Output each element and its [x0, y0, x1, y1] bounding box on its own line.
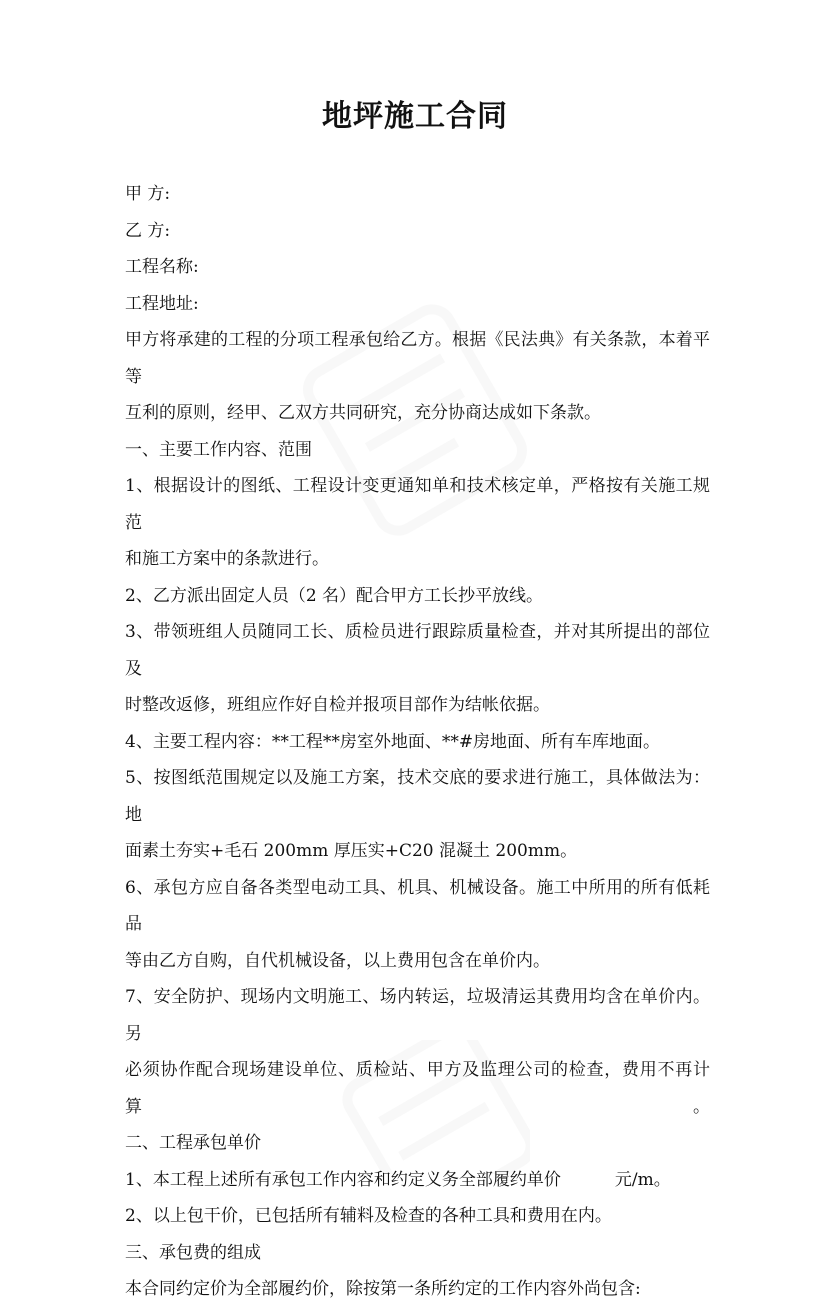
clause-line: 2、以上包干价，已包括所有辅料及检查的各种工具和费用在内。 — [125, 1206, 612, 1226]
clause-line: 3、带领班组人员随同工长、质检员进行跟踪质量检查，并对其所提出的部位及 — [125, 622, 710, 679]
clause-line: 7、安全防护、现场内文明施工、场内转运，垃圾清运其费用均含在单价内。另 — [125, 987, 710, 1044]
contract-body — [125, 176, 710, 1308]
party-a-label: 甲 方: — [125, 184, 171, 204]
project-name-label: 工程名称: — [125, 257, 199, 277]
clause-line: 等由乙方自购，自代机械设备，以上费用包含在单价内。 — [125, 950, 550, 971]
project-address-label: 工程地址: — [125, 293, 199, 314]
section-heading: 三、承包费的组成 — [125, 1242, 261, 1263]
clause-line: 5、按图纸范围规定以及施工方案，技术交底的要求进行施工，具体做法为：地 — [125, 768, 710, 825]
clause-line: 时整改返修，班组应作好自检并报项目部作为结帐依据。 — [125, 695, 550, 715]
clause-line: 和施工方案中的条款进行。 — [125, 549, 329, 569]
section-heading: 二、工程承包单价 — [125, 1133, 261, 1153]
clause-line: 4、主要工程内容：**工程**房室外地面、**#房地面、所有车库地面。 — [125, 731, 661, 752]
clause-line: 6、承包方应自备各类型电动工具、机具、机械设备。施工中所用的所有低耗品 — [125, 877, 710, 934]
clause-line: 面素土夯实+毛石 200mm 厚压实+C20 混凝土 200mm。 — [125, 841, 578, 861]
intro-paragraph-line: 甲方将承建的工程的分项工程承包给乙方。根据《民法典》有关条款，本着平等 — [125, 330, 710, 387]
clause-line: 本合同约定价为全部履约价，除按第一条所约定的工作内容外尚包含: — [125, 1279, 641, 1299]
clause-line: 2、乙方派出固定人员（2 名）配合甲方工长抄平放线。 — [125, 585, 544, 606]
intro-paragraph-line: 互利的原则，经甲、乙双方共同研究，充分协商达成如下条款。 — [125, 403, 601, 423]
party-b-label: 乙 方: — [125, 220, 171, 241]
section-heading: 一、主要工作内容、范围 — [125, 439, 312, 460]
page-title: 地坪施工合同 — [322, 99, 508, 134]
clause-line: 1、本工程上述所有承包工作内容和约定义务全部履约单价 元/m。 — [125, 1169, 671, 1190]
clause-line: 1、根据设计的图纸、工程设计变更通知单和技术核定单，严格按有关施工规范 — [125, 476, 710, 533]
clause-line: 必须协作配合现场建设单位、质检站、甲方及监理公司的检查，费用不再计算。 — [125, 1060, 710, 1117]
